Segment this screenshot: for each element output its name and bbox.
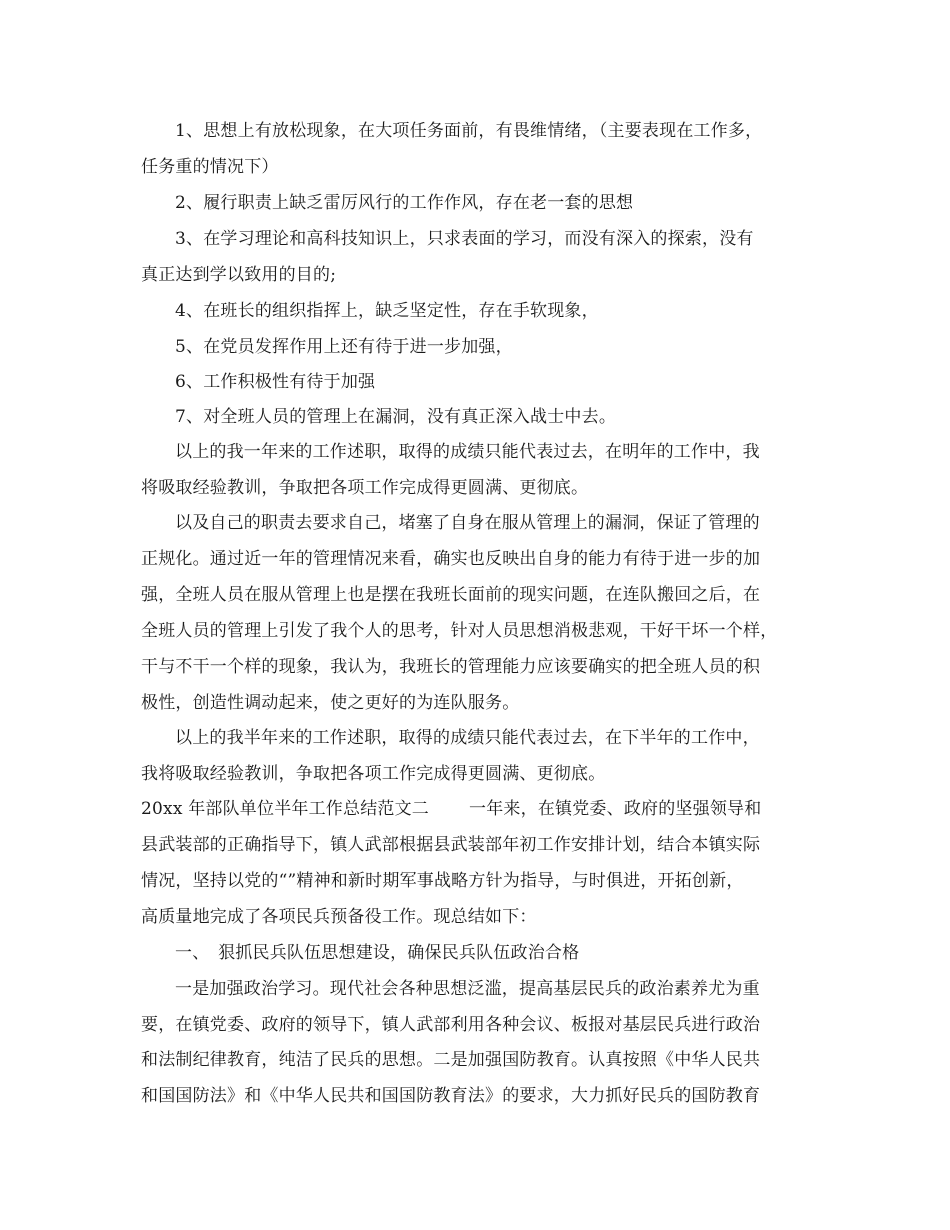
text-line-22: 情况，坚持以党的“”精神和新时期军事战略方针为指导，与时俱进，开拓创新，: [141, 871, 744, 891]
text-line-3: 2、履行职责上缺乏雷厉风行的工作作风，存在老一套的思想: [175, 193, 634, 213]
text-line-20: 20xx 年部队单位半年工作总结范文二 一年来，在镇党委、政府的坚强领导和: [141, 799, 762, 819]
text-line-15: 全班人员的管理上引发了我个人的思考，针对人员思想消极悲观，干好干坏一个样，: [141, 621, 778, 641]
text-line-17: 极性，创造性调动起来，使之更好的为连队服务。: [141, 693, 520, 713]
text-line-13: 正规化。通过近一年的管理情况来看，确实也反映出自身的能力有待于进一步的加: [141, 549, 761, 569]
text-line-25: 一是加强政治学习。现代社会各种思想泛滥，提高基层民兵的政治素养尤为重: [175, 979, 760, 999]
text-line-21: 县武装部的正确指导下，镇人武部根据县武装部年初工作安排计划，结合本镇实际: [141, 835, 761, 855]
text-line-24: 一、 狠抓民兵队伍思想建设，确保民兵队伍政治合格: [175, 943, 580, 963]
text-line-5: 真正达到学以致用的目的;: [141, 265, 337, 285]
text-line-27: 和法制纪律教育，纯洁了民兵的思想。二是加强国防教育。认真按照《中华人民共: [141, 1050, 761, 1070]
text-line-10: 以上的我一年来的工作述职，取得的成绩只能代表过去，在明年的工作中，我: [175, 442, 760, 462]
text-line-8: 6、工作积极性有待于加强: [175, 372, 376, 392]
text-line-14: 强，全班人员在服从管理上也是摆在我班长面前的现实问题，在连队搬回之后，在: [141, 585, 761, 605]
text-line-18: 以上的我半年来的工作述职，取得的成绩只能代表过去，在下半年的工作中，: [175, 728, 760, 748]
text-line-1: 1、思想上有放松现象，在大项任务面前，有畏维情绪，（主要表现在工作多，: [175, 121, 763, 141]
text-line-26: 要，在镇党委、政府的领导下，镇人武部利用各种会议、板报对基层民兵进行政治: [141, 1015, 761, 1035]
text-line-19: 我将吸取经验教训，争取把各项工作完成得更圆满、更彻底。: [141, 764, 606, 784]
text-line-7: 5、在党员发挥作用上还有待于进一步加强，: [175, 337, 513, 357]
text-line-16: 干与不干一个样的现象，我认为，我班长的管理能力应该要确实的把全班人员的积: [141, 657, 761, 677]
text-line-11: 将吸取经验教训，争取把各项工作完成得更圆满、更彻底。: [141, 478, 589, 498]
text-line-28: 和国国防法》和《中华人民共和国国防教育法》的要求，大力抓好民兵的国防教育: [141, 1086, 761, 1106]
text-line-23: 高质量地完成了各项民兵预备役工作。现总结如下：: [141, 907, 537, 927]
text-line-12: 以及自己的职责去要求自己，堵塞了自身在服从管理上的漏洞，保证了管理的: [175, 513, 760, 533]
text-line-4: 3、在学习理论和高科技知识上，只求表面的学习，而没有深入的探索，没有: [175, 229, 754, 249]
text-line-9: 7、对全班人员的管理上在漏洞，没有真正深入战士中去。: [175, 407, 617, 427]
text-line-6: 4、在班长的组织指挥上，缺乏坚定性，存在手软现象，: [175, 301, 599, 321]
text-line-2: 任务重的情况下）: [141, 157, 279, 177]
